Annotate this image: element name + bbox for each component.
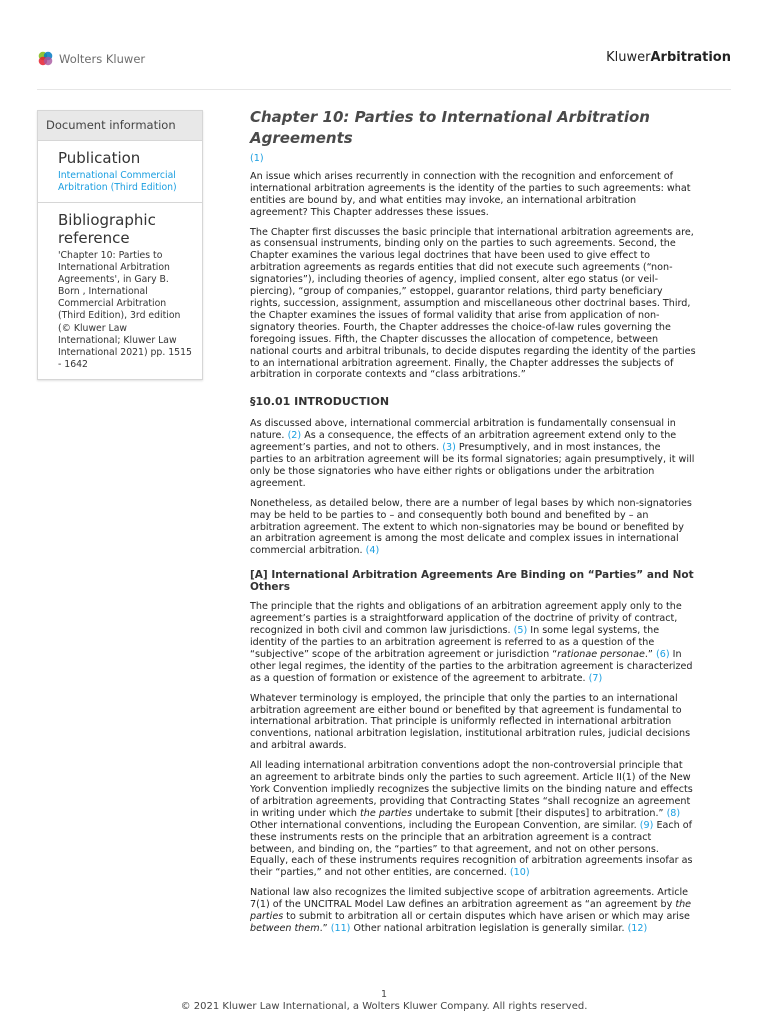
- section-heading-introduction: §10.01 INTRODUCTION: [250, 395, 390, 409]
- text-run: Other international conventions, including the European Convention, are similar.: [250, 819, 637, 831]
- intro-paragraph-2: The Chapter first discusses the basic principle that international arbitration agreements are, as consensual instruments, binding only on the parties to such agreements. Second, the Chapter examines the various legal doctrines that have been used to give effect to arbitration agreements as regards entities that did not execute such agreements (“non-signatories”), including theories of agency, implied consent, alter ego status (or veil-piercing), “group of companies,” estoppel, guarantor relations, third party beneficiary rights, succession, assignment, assumption and miscellaneous other doctrinal bases. Third, the Chapter examines the issues of formal validity that arise from application of non-signatory theories. Fourth, the Chapter addresses the choice-of-law rules governing the foregoing issues. Fifth, the Chapter discusses the allocation of competence, between national courts and arbitral tribunals, to decide disputes regarding the identity of the parties to an international arbitration agreement. Finally, the Chapter addresses the subjects of arbitration in corporate contexts and “class arbitrations.”: [250, 226, 696, 381]
- publication-section: [38, 141, 202, 202]
- text-run: The principle that the rights and obligations of an arbitration agreement apply only to the agreement’s parties is a straightforward application of the doctrine of privity of contract, recognized in both civil and common law jurisdictions.: [250, 601, 682, 637]
- subsection-heading-a: [A] International Arbitration Agreements Are Binding on “Parties” and Not Others: [250, 569, 694, 594]
- text-run: Each of these instruments rests on the principle that an arbitration agreement is a contract between, and binding on, the “parties” to that agreement, and not on other persons. Equally, each of these instruments requires recognition of arbitration agreements insofar as their “parties,” and not other entities, are concerned.: [250, 819, 693, 879]
- subsection-paragraph-2: Whatever terminology is employed, the principle that only the parties to an international arbitration agreement are either bound or benefited by that agreement is fundamental to international arbitration. That principle is uniformly reflected in international arbitration conventions, national arbitration legislation, institutional arbitration rules, judicial decisions and arbitral awards.: [250, 692, 691, 752]
- footnote-link[interactable]: (10): [509, 867, 530, 879]
- footnote-link[interactable]: (12): [627, 922, 648, 934]
- text-run: Other national arbitration legislation is generally similar.: [353, 922, 625, 934]
- subsection-paragraph-3: [250, 760, 696, 879]
- footnote-link[interactable]: (5): [513, 625, 528, 637]
- text-run: .”: [644, 648, 653, 660]
- text-run: undertake to submit [their disputes] to arbitration.”: [412, 807, 664, 819]
- document-information-heading: Document information: [38, 111, 202, 141]
- italic-run: the parties: [360, 807, 413, 819]
- text-run: In other legal regimes, the identity of the parties to the arbitration agreement is characterized as a question of formation or existence of the agreement to arbitrate.: [250, 648, 693, 684]
- intro-paragraph-1: An issue which arises recurrently in connection with the recognition and enforcement of international arbitration agreements is the identity of the parties to such agreements: what entities are bound by, and what entities may invoke, an international arbitration agreement? This Chapter addresses these issues.: [250, 170, 691, 218]
- subsection-paragraph-4: [250, 887, 696, 935]
- text-run: As a consequence, the effects of an arbitration agreement extend only to the agreement’s parties, and not to others.: [250, 430, 677, 454]
- text-run: As discussed above, international commercial arbitration is fundamentally consensual in nature.: [250, 418, 676, 442]
- logo-text: Wolters Kluwer: [59, 51, 146, 66]
- footnote-link-1-container: [250, 153, 696, 165]
- page-number: 1: [380, 989, 388, 1000]
- publication-link[interactable]: International Commercial Arbitration (Third Edition): [58, 170, 177, 193]
- footnote-link[interactable]: (9): [639, 819, 654, 831]
- footnote-link[interactable]: (4): [365, 545, 380, 557]
- subsection-paragraph-1: [250, 601, 696, 684]
- text-run: Nonetheless, as detailed below, there are a number of legal bases by which non-signatories may be held to be parties to – and consequently both bound and benefited by – an arbitration agreement. The extent to which non-signatories may be bound or benefited by an arbitration agreement is among the most delicate and complex issues in international commercial arbitration.: [250, 497, 692, 557]
- text-run: .”: [319, 922, 328, 934]
- chapter-title: Chapter 10: Parties to International Arbitration Agreements: [250, 108, 650, 147]
- footnote-link[interactable]: (1): [250, 153, 264, 164]
- footnote-link[interactable]: (11): [330, 922, 351, 934]
- copyright-notice: © 2021 Kluwer Law International, a Wolters Kluwer Company. All rights reserved.: [180, 1001, 588, 1012]
- italic-run: rationae personae: [557, 648, 645, 660]
- bibliographic-reference-text: 'Chapter 10: Parties to International Arbitration Agreements', in Gary B. Born , International Commercial Arbitration (Third Edition), 3rd edition (© Kluwer Law International; Kluwer Law International 2021) pp. 1515 - 1642: [58, 250, 192, 370]
- section-paragraph-1: [250, 418, 696, 489]
- brand-regular: Kluwer: [606, 50, 651, 65]
- footnote-link[interactable]: (7): [588, 672, 603, 684]
- footnote-link[interactable]: (2): [287, 430, 302, 442]
- footnote-link[interactable]: (8): [666, 807, 681, 819]
- text-run: In some legal systems, the identity of the parties to an arbitration agreement is referred to as a question of the “subjective” scope of the arbitration agreement or jurisdiction “: [250, 625, 660, 660]
- page-header: [0, 0, 768, 90]
- text-run: National law also recognizes the limited subjective scope of arbitration agreements. Article 7(1) of the UNCITRAL Model Law defines an arbitration agreement as “an agreement by: [250, 887, 689, 911]
- document-body: [250, 107, 696, 943]
- italic-run: between them: [250, 922, 320, 934]
- bibliographic-reference-section: [38, 202, 202, 379]
- text-run: All leading international arbitration conventions adopt the non-controversial principle that an agreement to arbitrate binds only the parties to such agreement. Article II(1) of the New York Convention impliedly recognizes the subjective limits on the binding nature and effects of arbitration agreements, providing that Contracting States “shall recognize an agreement in writing under which: [250, 760, 693, 819]
- brand-bold: Arbitration: [650, 50, 731, 65]
- wolters-kluwer-logo[interactable]: [37, 50, 145, 67]
- text-run: Presumptively, and in most instances, the parties to an arbitration agreement will be its formal signatories; again presumptively, it will only be those signatories who have either rights or obligations under the arbitration agreement.: [250, 442, 695, 489]
- publication-title: Publication: [58, 149, 141, 167]
- footnote-link[interactable]: (3): [442, 442, 456, 454]
- bibliographic-reference-title: Bibliographic reference: [58, 211, 156, 247]
- wolters-kluwer-logo-icon: [37, 50, 54, 67]
- section-paragraph-2: [250, 498, 696, 558]
- kluwer-arbitration-brand[interactable]: [606, 50, 731, 65]
- header-divider: [37, 89, 731, 90]
- italic-run: the parties: [250, 899, 692, 923]
- footnote-link[interactable]: (6): [655, 648, 670, 660]
- document-information-panel: [37, 110, 203, 380]
- text-run: to submit to arbitration all or certain disputes which have arisen or which may arise: [283, 911, 690, 923]
